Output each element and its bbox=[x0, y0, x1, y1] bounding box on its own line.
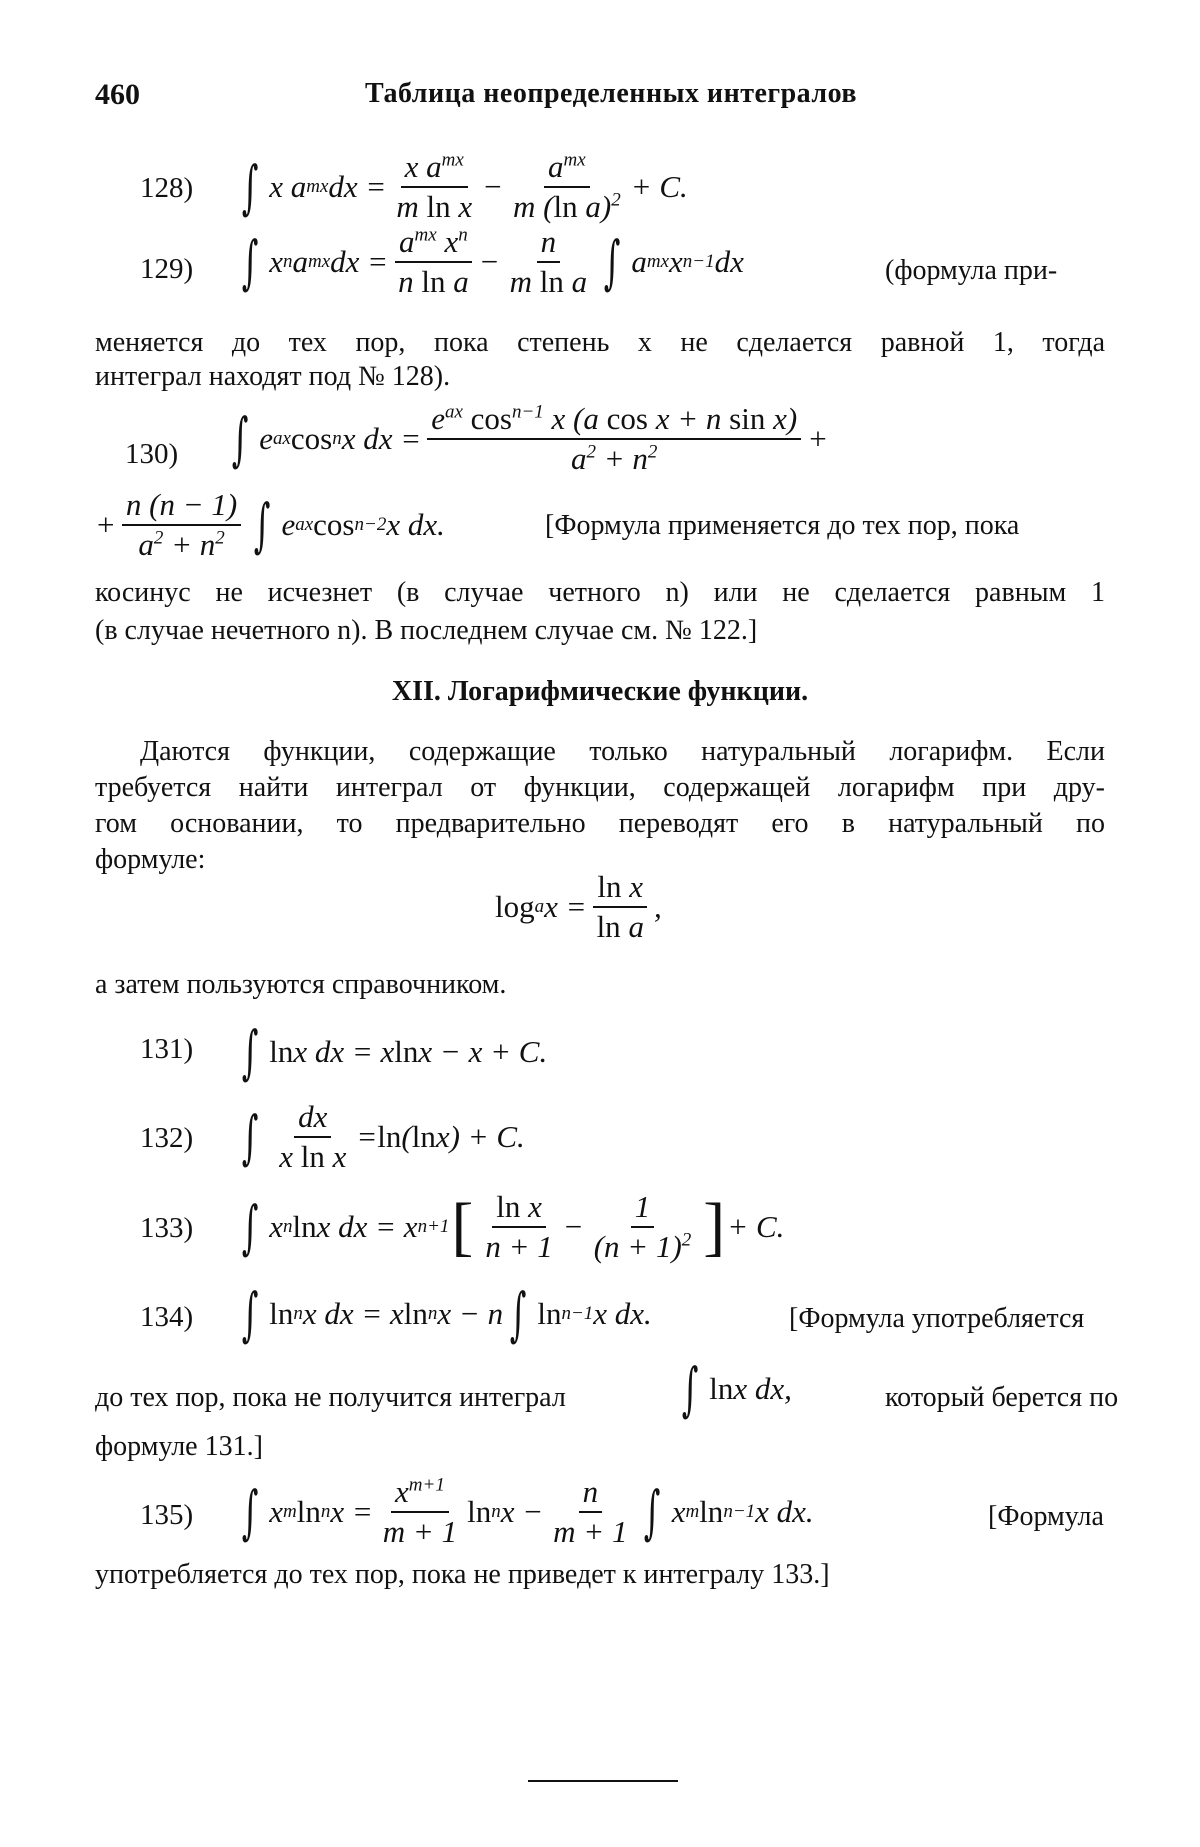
formula-133-math: ∫ x n ln x dx = x n+1 [ $\frac{\text{ln x}}{n + 1}$ − $\frac{1}{(n + 1)^2}$ ] + C. bbox=[241, 1189, 785, 1265]
text-line: который берется по bbox=[885, 1382, 1119, 1413]
paragraph-135 bbox=[95, 1558, 1105, 1592]
text-line: формуле: bbox=[95, 844, 206, 875]
formula-135-math: ∫ x m ln n x = $\frac{x^{m+1}}{m + 1}$ ln n x − $\frac{n}{m + 1}$ ∫ x m ln n−1 x dx. bbox=[241, 1474, 814, 1550]
formula-130-note: [Формула применяется до тех пор, пока bbox=[545, 510, 1020, 541]
text-line: Даются функции, содержащие только натуральный логарифм. Если bbox=[140, 736, 1105, 767]
formula-130-math-cont: + $\frac{n (n - 1)}{a^2 + n^2}$ ∫ e ax cos n−2 x dx. bbox=[95, 487, 445, 563]
formula-number: 129) bbox=[140, 253, 194, 285]
page-header bbox=[95, 78, 1105, 118]
formula-132-math: ∫ $\frac{dx}{\text{x ln x}}$ = ln ( ln x) + C. bbox=[241, 1099, 525, 1175]
formula-135-note: [Формула bbox=[988, 1501, 1104, 1532]
formula-129-math: ∫ x n a mx dx = $\frac{a^{mx} x^n}{\text{n ln a}}$ − $\frac{n}{\text{m ln a}}$ ∫ a mx x n−1 dx bbox=[241, 224, 744, 300]
running-title: Таблица неопределенных интегралов bbox=[365, 78, 858, 109]
formula-number: 130) bbox=[125, 438, 179, 470]
page-number: 460 bbox=[95, 78, 140, 111]
formula-130-math: ∫ e ax cos n x dx = $\frac{e^{ax} \cos^{n-1} x (a \cos x + n \sin x)}{a^2 + n^2}$ + bbox=[231, 401, 829, 477]
formula-number: 134) bbox=[140, 1301, 194, 1333]
formula-129-note: (формула при- bbox=[885, 255, 1058, 286]
text-line: требуется найти интеграл от функции, содержащей логарифм при дру- bbox=[95, 772, 1105, 803]
section-title: XII. Логарифмические функции. bbox=[391, 676, 809, 707]
formula-134-math: ∫ ln n x dx = x ln n x − n ∫ ln n−1 x dx. bbox=[241, 1280, 652, 1348]
text-line: меняется до тех пор, пока степень x не сделается равной 1, тогда bbox=[95, 327, 1105, 358]
paragraph-134-end bbox=[95, 1430, 1105, 1464]
formula-128-math: ∫ x a mx dx = $\frac{x a^{mx}}{\text{m ln x}}$ − $\frac{a^{mx}}{m (\ln a)^2}$ + C. bbox=[241, 149, 688, 225]
text-line: употребляется до тех пор, пока не приведет к интегралу 133.] bbox=[95, 1559, 830, 1590]
end-rule bbox=[528, 1780, 678, 1782]
formula-number: 132) bbox=[140, 1122, 194, 1154]
intro-paragraph bbox=[95, 734, 1105, 878]
log-formula-math: log a x = $\frac{\text{ln x}}{\text{ln a}}$ , bbox=[495, 869, 662, 945]
text-line: интеграл находят под № 128). bbox=[95, 361, 451, 392]
formula-number: 131) bbox=[140, 1033, 194, 1065]
formula-number: 128) bbox=[140, 172, 194, 204]
inline-integral: ∫ ln x dx, bbox=[681, 1355, 792, 1423]
paragraph-130 bbox=[95, 576, 1105, 648]
text-line: косинус не исчезнет (в случае четного n) или не сделается равным 1 bbox=[95, 577, 1105, 608]
text-line: формуле 131.] bbox=[95, 1431, 263, 1462]
formula-number: 133) bbox=[140, 1212, 194, 1244]
formula-number: 135) bbox=[140, 1499, 194, 1531]
text-line: а затем пользуются справочником. bbox=[95, 969, 507, 1000]
text-line: гом основании, то предварительно переводят его в натуральный по bbox=[95, 808, 1105, 839]
text-line: (в случае нечетного n). В последнем случае см. № 122.] bbox=[95, 615, 758, 646]
after-log-text bbox=[95, 968, 1105, 1002]
paragraph-129 bbox=[95, 326, 1105, 394]
formula-131-math: ∫ ln x dx = x ln x − x + C. bbox=[241, 1018, 548, 1086]
formula-134-note: [Формула употребляется bbox=[789, 1303, 1085, 1334]
formula-129 bbox=[95, 225, 1105, 335]
text-line: до тех пор, пока не получится интеграл bbox=[95, 1382, 566, 1413]
